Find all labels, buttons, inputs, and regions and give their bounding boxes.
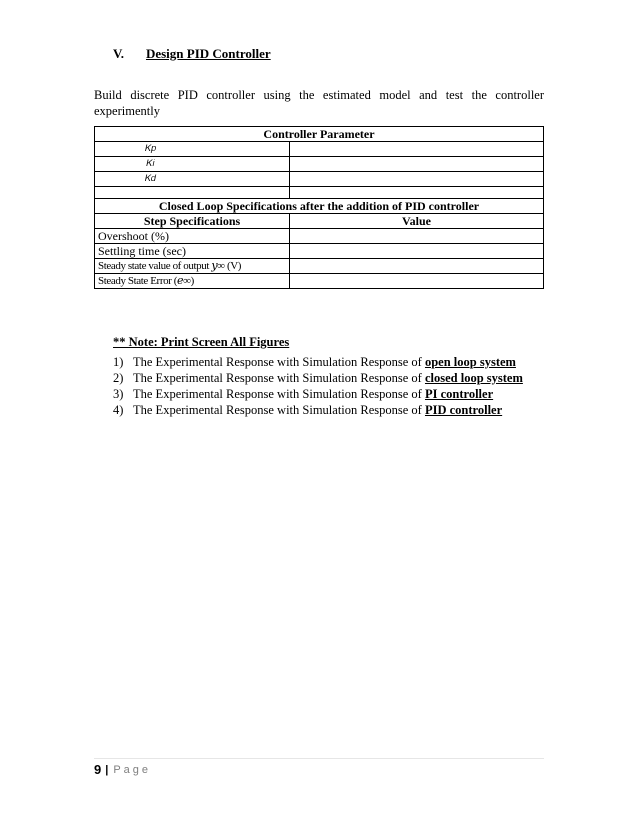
- table-row: [95, 172, 544, 187]
- list-item-emphasis: PID controller: [424, 403, 503, 417]
- list-item-number: 3): [113, 387, 124, 401]
- steady-state-output-value-cell[interactable]: [290, 259, 544, 274]
- param-ki-label: 𝐾𝑖: [95, 157, 290, 172]
- closed-loop-spec-header: Closed Loop Specifications after the addition of PID controller: [95, 199, 544, 214]
- blank-cell: [95, 187, 290, 199]
- steady-state-error-label: Steady State Error (𝑒∞): [95, 274, 290, 289]
- value-column-header: Value: [290, 214, 544, 229]
- controller-parameter-header: Controller Parameter: [95, 127, 544, 142]
- param-ki-value-cell[interactable]: [290, 157, 544, 172]
- table-row: [95, 157, 544, 172]
- table-row: [95, 229, 544, 244]
- section-title: Design PID Controller: [145, 46, 271, 61]
- blank-cell: [290, 187, 544, 199]
- overshoot-value-cell[interactable]: [290, 229, 544, 244]
- list-item: [113, 402, 553, 418]
- table-row: [95, 142, 544, 157]
- section-heading: [113, 46, 271, 62]
- pid-parameters-table: [94, 126, 544, 289]
- param-kd-value-cell[interactable]: [290, 172, 544, 187]
- figures-list: [113, 354, 553, 418]
- settling-time-label: Settling time (sec): [95, 244, 290, 259]
- list-item-text: The Experimental Response with Simulation Response of PID controller: [133, 403, 503, 417]
- table-header-row: [95, 214, 544, 229]
- section-number: V.: [113, 46, 124, 61]
- list-item-text: The Experimental Response with Simulation Response of closed loop system: [133, 371, 523, 385]
- list-item-text: The Experimental Response with Simulation Response of open loop system: [133, 355, 516, 369]
- table-row: [95, 187, 544, 199]
- overshoot-label: Overshoot (%): [95, 229, 290, 244]
- footer-divider: [94, 758, 544, 759]
- settling-time-value-cell[interactable]: [290, 244, 544, 259]
- intro-paragraph: Build discrete PID controller using the estimated model and test the controller experimently: [94, 88, 544, 118]
- step-spec-column-header: Step Specifications: [95, 214, 290, 229]
- list-item-emphasis: open loop system: [424, 355, 516, 369]
- table-row: [95, 274, 544, 289]
- table-row: [95, 259, 544, 274]
- list-item: [113, 370, 553, 386]
- print-screen-note: ** Note: Print Screen All Figures: [113, 335, 290, 349]
- footer-separator: |: [105, 763, 109, 776]
- list-item-emphasis: closed loop system: [424, 371, 523, 385]
- steady-state-output-label: Steady state value of output 𝑦∞ (V): [95, 259, 290, 274]
- page-number: 9: [94, 762, 102, 777]
- page-footer: [94, 762, 151, 777]
- list-item-number: 1): [113, 355, 124, 369]
- list-item-text: The Experimental Response with Simulation Response of PI controller: [133, 387, 494, 401]
- page-label: Page: [113, 763, 152, 776]
- steady-state-error-value-cell[interactable]: [290, 274, 544, 289]
- list-item-number: 4): [113, 403, 124, 417]
- param-kp-label: 𝐾𝑝: [95, 142, 290, 157]
- table-row: [95, 244, 544, 259]
- param-kd-label: 𝐾𝑑: [95, 172, 290, 187]
- param-kp-value-cell[interactable]: [290, 142, 544, 157]
- table-header-row: [95, 199, 544, 214]
- list-item: [113, 354, 553, 370]
- list-item: [113, 386, 553, 402]
- list-item-number: 2): [113, 371, 124, 385]
- table-header-row: [95, 127, 544, 142]
- list-item-emphasis: PI controller: [424, 387, 494, 401]
